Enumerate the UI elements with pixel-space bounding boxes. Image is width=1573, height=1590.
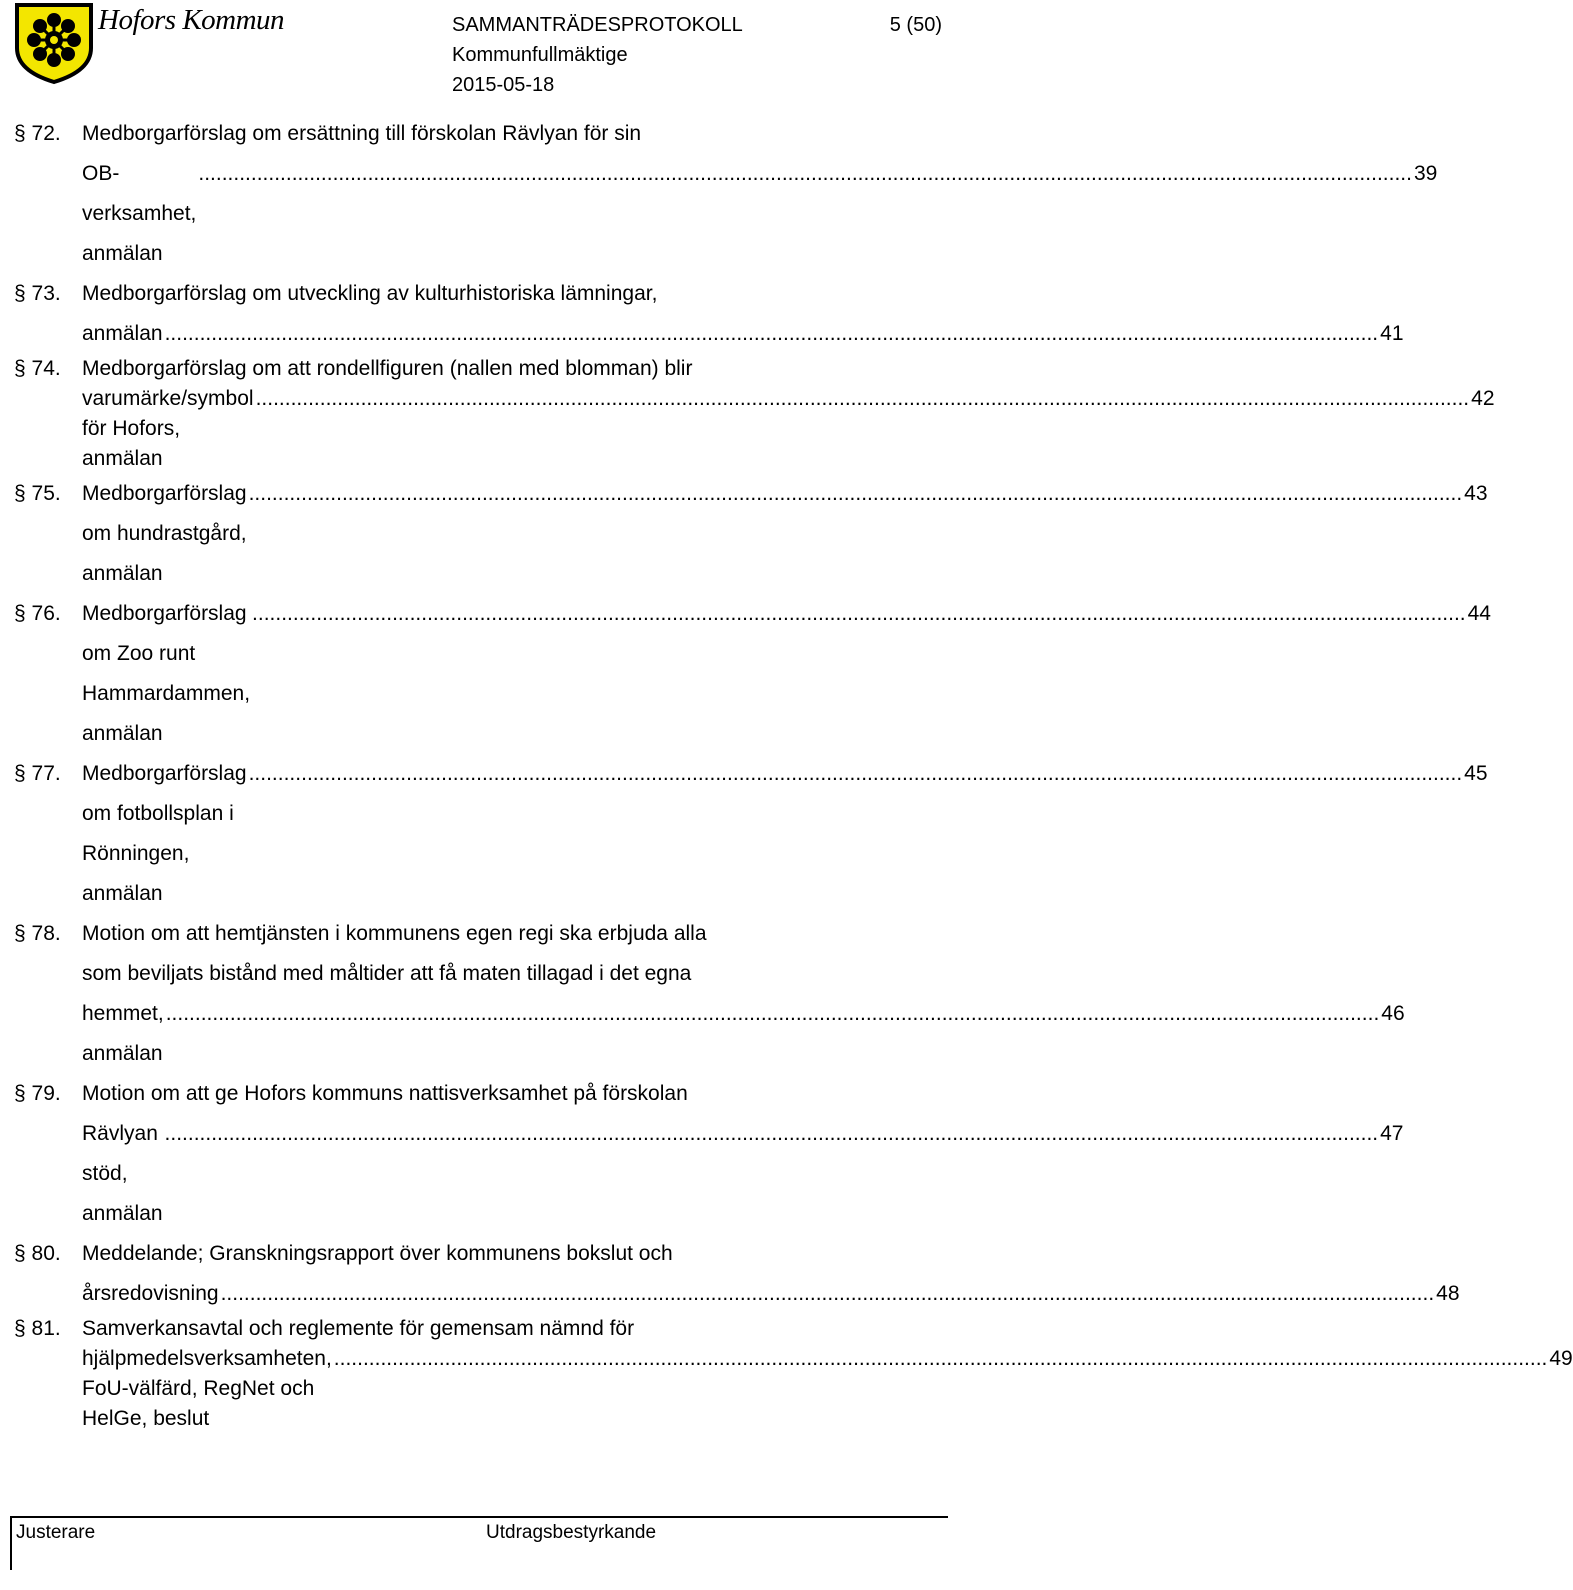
toc-entry-text [82,1314,1573,1434]
toc-title-line: anmälan [82,322,163,345]
toc-section-number: § 72. [14,122,61,145]
toc-title-last-line [82,384,1495,474]
toc-entry[interactable] [14,1314,1573,1434]
toc-entry[interactable] [14,754,1488,914]
toc-title-line: Meddelande; Granskningsrapport över kommunens bokslut och [82,1242,673,1265]
toc-entry-text [82,354,1495,474]
dot-leader [249,474,1463,514]
dot-leader [166,994,1380,1034]
toc-entry-text [82,914,1405,1074]
toc-title-last-line [82,754,1488,914]
toc-title-line: Samverkansavtal och reglemente för gemensam nämnd för [82,1317,635,1340]
toc-section-number: § 77. [14,762,61,785]
toc-title-line: varumärke/symbol för Hofors, anmälan [82,387,254,470]
toc-title-last-line [82,1114,1403,1234]
toc-title-line: hemmet, anmälan [82,1002,164,1065]
toc-title-line: hjälpmedelsverksamheten, FoU-välfärd, RegNet och HelGe, beslut [82,1347,332,1430]
toc-title-line: Medborgarförslag om fotbollsplan i Rönningen, anmälan [82,762,247,905]
toc-page-number: 41 [1380,322,1404,345]
municipal-coat-of-arms-icon [14,2,94,84]
certification-label: Utdragsbestyrkande [486,1522,657,1543]
toc-entry-text [82,1074,1403,1234]
toc-section-number: § 76. [14,602,61,625]
toc-entry[interactable] [14,594,1491,754]
toc-section-number: § 74. [14,357,61,380]
toc-entry[interactable] [14,274,1404,354]
adjuster-label: Justerare [16,1522,96,1543]
page-footer [10,1516,948,1570]
toc-section-number: § 81. [14,1317,61,1340]
toc-title-last-line [82,994,1405,1074]
toc-entry-text [82,474,1488,594]
toc-entry[interactable] [14,354,1495,474]
footer-rule [10,1516,948,1518]
dot-leader [252,594,1466,634]
toc-title-last-line [82,594,1491,754]
toc-entry[interactable] [14,1074,1404,1234]
toc-title-last-line [82,314,1404,354]
toc-page-number: 39 [1413,162,1438,185]
toc-section-number: § 79. [14,1082,61,1105]
toc-title-line: Rävlyan stöd, anmälan [82,1122,163,1225]
toc-entry-text [82,114,1437,274]
toc-entry[interactable] [14,914,1405,1074]
toc-section-number: § 78. [14,922,61,945]
toc-page-number: 44 [1467,602,1491,625]
dot-leader [256,384,1470,414]
toc-section-number: § 80. [14,1242,61,1265]
toc-entry-text [82,754,1488,914]
toc-title-line: Motion om att hemtjänsten i kommunens egen regi ska erbjuda alla [82,922,707,945]
toc-title-line: Medborgarförslag om hundrastgård, anmälan [82,482,247,585]
dot-leader [249,754,1463,794]
dot-leader [334,1344,1548,1374]
toc-entry-text [82,594,1491,754]
toc-title-last-line [82,1274,1460,1314]
toc-title-line: Medborgarförslag om utveckling av kulturhistoriska lämningar, [82,282,658,305]
toc-section-number: § 75. [14,482,61,505]
toc-entry[interactable] [14,1234,1460,1314]
dot-leader [165,314,1379,354]
toc-entry-text [82,274,1404,354]
toc-title-line: Medborgarförslag om ersättning till förskolan Rävlyan för sin [82,122,642,145]
toc-entry[interactable] [14,114,1438,274]
footer-left-border [10,1516,12,1570]
toc-title-line: OB-verksamhet, anmälan [82,162,197,265]
toc-title-line: Motion om att ge Hofors kommuns nattisverksamhet på förskolan [82,1082,688,1105]
toc-title-line: Medborgarförslag om Zoo runt Hammardammen, anmälan [82,602,251,745]
toc-title-last-line [82,474,1488,594]
toc-page-number: 47 [1380,1122,1404,1145]
toc-entry[interactable] [14,474,1488,594]
toc-title-line: som beviljats bistånd med måltider att få maten tillagad i det egna [82,962,692,985]
toc-page-number: 46 [1381,1002,1405,1025]
toc-title-line: årsredovisning [82,1282,219,1305]
toc-page-number: 45 [1464,762,1488,785]
dot-leader [165,1114,1379,1154]
meeting-date: 2015-05-18 [452,74,555,96]
toc-title-last-line [82,154,1437,274]
toc-page-number: 42 [1471,387,1495,410]
document-type: SAMMANTRÄDESPROTOKOLL [452,14,743,36]
toc-section-number: § 73. [14,282,61,305]
municipality-name: Hofors Kommun [98,4,285,36]
toc-title-last-line [82,1344,1573,1434]
dot-leader [198,154,1412,194]
toc-title-line: Medborgarförslag om att rondellfiguren (nallen med blomman) blir [82,357,693,380]
toc-page-number: 48 [1436,1282,1460,1305]
toc-page-number: 49 [1549,1347,1573,1370]
toc-entry-text [82,1234,1460,1314]
table-of-contents [14,114,1573,1434]
toc-page-number: 43 [1464,482,1488,505]
dot-leader [221,1274,1435,1314]
page-number: 5 (50) [889,14,942,36]
page-header [0,0,960,110]
committee-name: Kommunfullmäktige [452,44,628,66]
